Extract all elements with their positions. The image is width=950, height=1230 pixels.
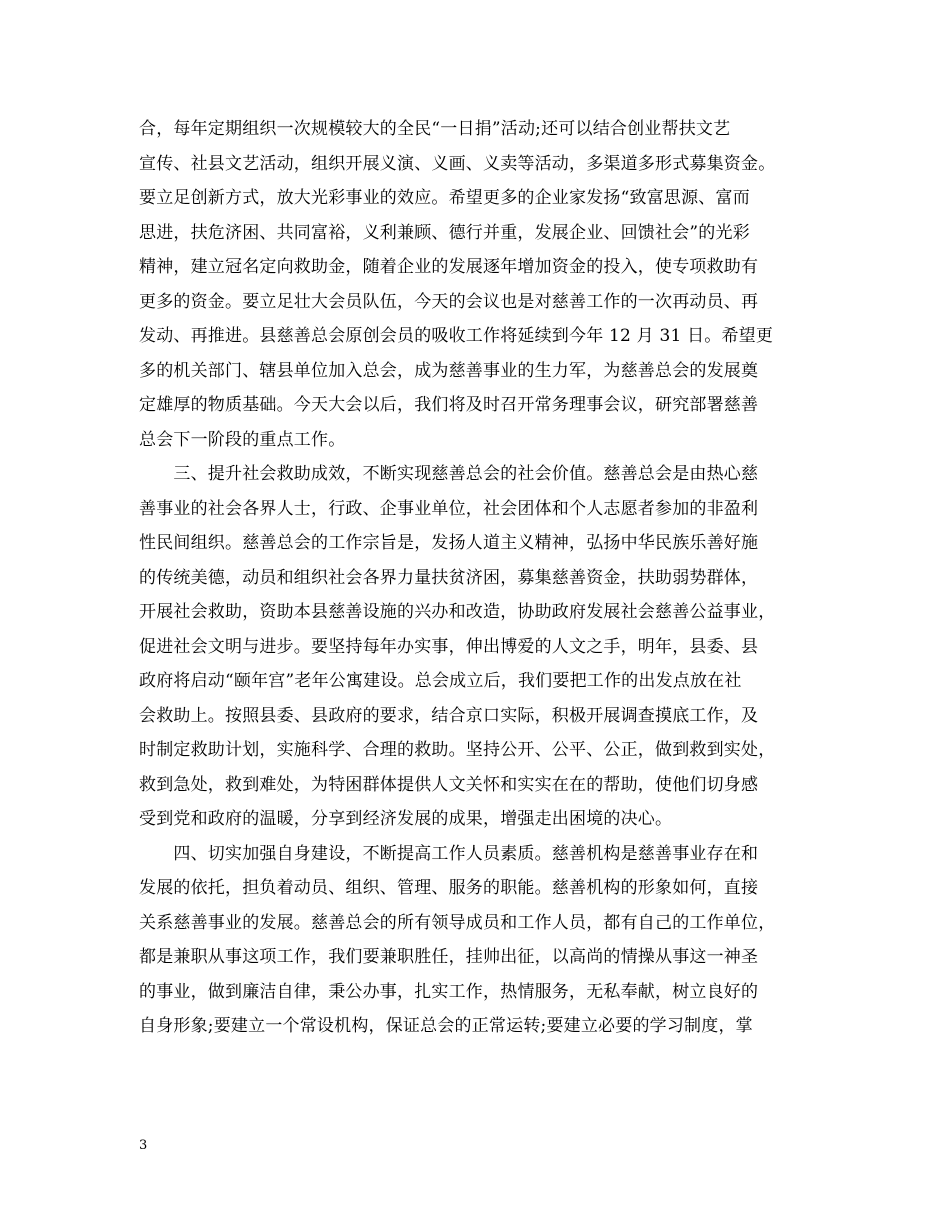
- text-line: 要立足创新方式，放大光彩事业的效应。希望更多的企业家发扬“致富思源、富而: [139, 188, 750, 208]
- text-line: 促进社会文明与进步。要坚持每年办实事，伸出博爱的人文之手，明年，县委、县: [139, 636, 759, 657]
- text-line: 发动、再推进。县慈善总会原创会员的吸收工作将延续到今年 12 月 31 日。希望更: [139, 326, 774, 346]
- text-line: 发展的依托，担负着动员、组织、管理、服务的职能。慈善机构的形象如何，直接: [139, 878, 759, 898]
- text-line: 精神，建立冠名定向救助金，随着企业的发展逐年增加资金的投入，使专项救助有: [139, 257, 759, 277]
- text-line: 性民间组织。慈善总会的工作宗旨是，发扬人道主义精神，弘扬中华民族乐善好施: [139, 533, 759, 553]
- page-number: 3: [139, 1138, 148, 1153]
- text-line: 善事业的社会各界人士，行政、企事业单位，社会团体和个人志愿者参加的非盈利: [139, 498, 759, 519]
- text-line: 受到党和政府的温暖，分享到经济发展的成果，增强走出困境的决心。: [139, 809, 673, 829]
- text-line: 的传统美德，动员和组织社会各界力量扶贫济困，募集慈善资金，扶助弱势群体，: [139, 567, 759, 588]
- text-line: 三、提升社会救助成效，不断实现慈善总会的社会价值。慈善总会是由热心慈: [139, 464, 759, 484]
- body-text: [139, 112, 819, 1044]
- text-line: 宣传、社县文艺活动，组织开展义演、义画、义卖等活动，多渠道多形式募集资金。: [139, 153, 776, 174]
- text-line: 开展社会救助，资助本县慈善设施的兴办和改造，协助政府发展社会慈善公益事业，: [139, 602, 776, 622]
- text-line: 更多的资金。要立足壮大会员队伍，今天的会议也是对慈善工作的一次再动员、再: [139, 291, 759, 312]
- text-line: 时制定救助计划，实施科学、合理的救助。坚持公开、公平、公正，做到救到实处，: [139, 740, 776, 760]
- text-line: 四、切实加强自身建设，不断提高工作人员素质。慈善机构是慈善事业存在和: [139, 843, 759, 864]
- text-line: 合，每年定期组织一次规模较大的全民“一日捐”活动;还可以结合创业帮扶文艺: [139, 119, 731, 139]
- text-line: 救到急处，救到难处，为特困群体提供人文关怀和实实在在的帮助，使他们切身感: [139, 774, 759, 795]
- text-line: 政府将启动“颐年宫”老年公寓建设。总会成立后，我们要把工作的出发点放在社: [139, 671, 742, 691]
- text-line: 多的机关部门、辖县单位加入总会，成为慈善事业的生力军，为慈善总会的发展奠: [139, 360, 759, 381]
- text-line: 思进，扶危济困、共同富裕，义利兼顾、德行并重，发展企业、回馈社会”的光彩: [139, 222, 750, 243]
- text-line: 关系慈善事业的发展。慈善总会的所有领导成员和工作人员，都有自己的工作单位，: [139, 912, 776, 933]
- text-line: 的事业，做到廉洁自律，秉公办事，扎实工作，热情服务，无私奉献，树立良好的: [139, 981, 759, 1002]
- text-line: 都是兼职从事这项工作，我们要兼职胜任，挂帅出征，以高尚的情操从事这一神圣: [139, 947, 759, 967]
- text-line: 定雄厚的物质基础。今天大会以后，我们将及时召开常务理事会议，研究部署慈善: [139, 395, 759, 415]
- text-line: 自身形象;要建立一个常设机构，保证总会的正常运转;要建立必要的学习制度，掌: [139, 1016, 753, 1036]
- text-line: 总会下一阶段的重点工作。: [139, 429, 346, 450]
- text-line: 会救助上。按照县委、县政府的要求，结合京口实际，积极开展调查摸底工作，及: [139, 705, 759, 726]
